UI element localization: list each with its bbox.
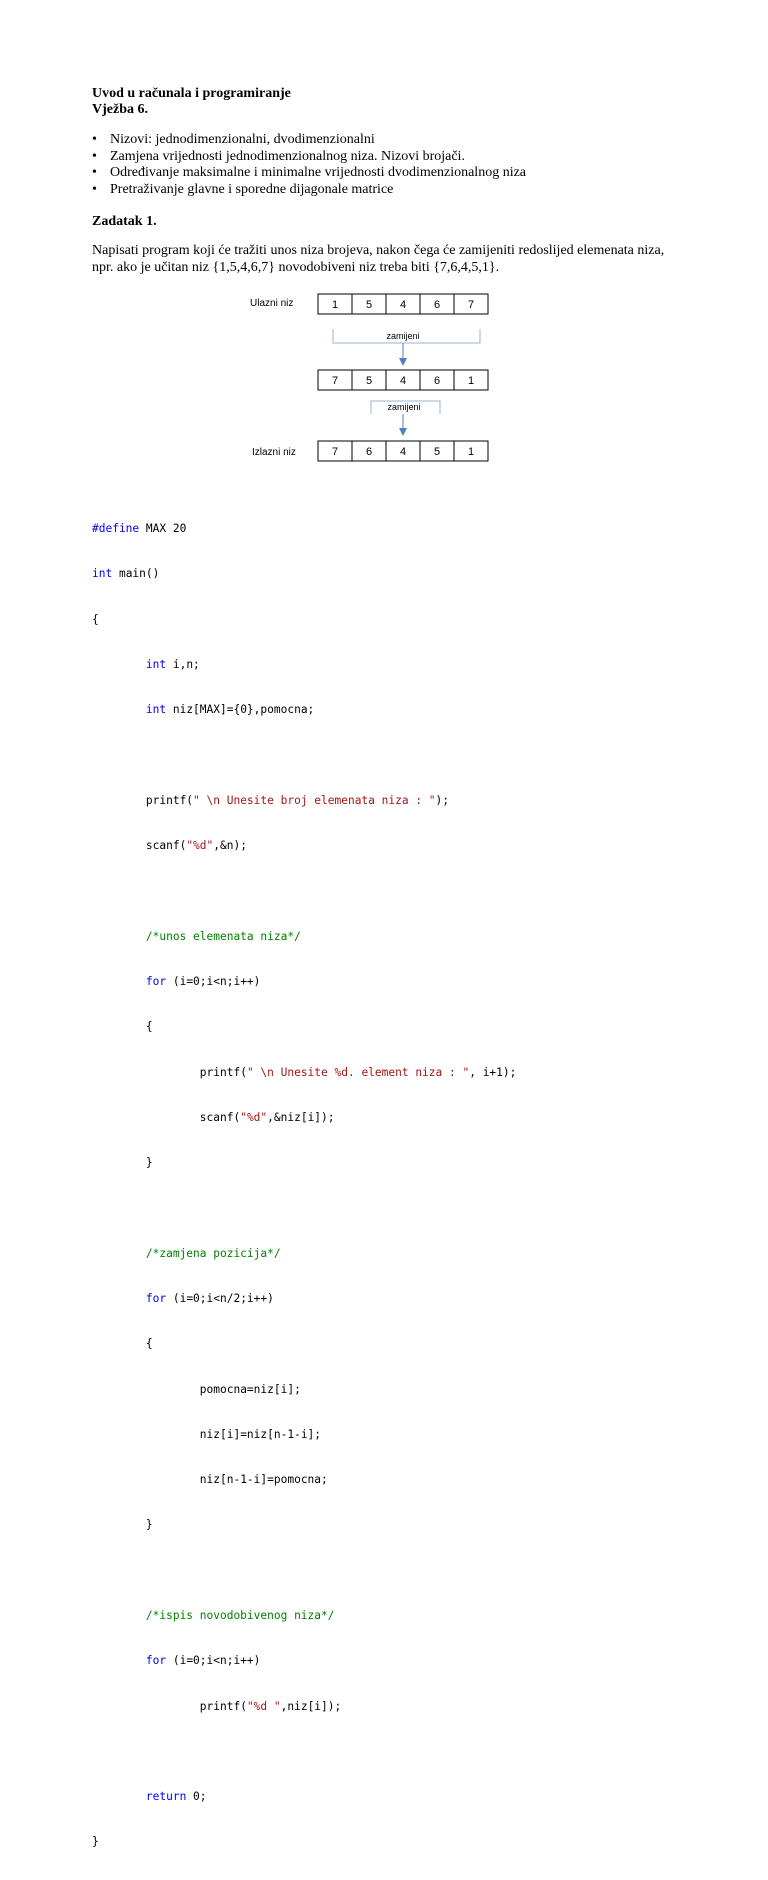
topic-list	[92, 132, 526, 198]
list-item	[92, 132, 526, 149]
code-text: {	[145, 1337, 153, 1351]
code-line	[92, 1472, 516, 1487]
input-array-row	[318, 294, 488, 314]
code-text: );	[435, 793, 450, 807]
array-cell-value: 1	[467, 375, 475, 387]
topic-text: Zamjena vrijednosti jednodimenzionalnog niza. Nizovi brojači.	[110, 148, 465, 164]
code-line	[92, 1789, 516, 1804]
code-text: niz[i]=niz[n-1-i];	[199, 1427, 322, 1441]
code-text: (i=0;i<n;i++)	[166, 1654, 261, 1668]
code-keyword: int	[145, 658, 167, 672]
code-line	[92, 1382, 516, 1397]
code-listing	[92, 491, 516, 1880]
code-line	[92, 1427, 516, 1442]
code-line	[92, 1336, 516, 1351]
code-text: {	[145, 1020, 153, 1034]
code-text: {	[92, 612, 99, 626]
code-line	[92, 929, 516, 944]
code-line	[92, 1246, 516, 1261]
code-line	[92, 1110, 516, 1125]
task-text-line: Napisati program koji će tražiti unos niza brojeva, nakon čega će zamijeniti redoslijed elemenata niza,	[92, 243, 665, 258]
array-cell-value: 5	[365, 299, 373, 311]
course-title: Uvod u računala i programiranje	[92, 86, 291, 101]
code-keyword: int	[145, 703, 167, 717]
task-text-line: npr. ako je učitan niz {1,5,4,6,7} novodobiveni niz treba biti {7,6,4,5,1}.	[92, 259, 500, 275]
code-keyword: int	[92, 567, 113, 581]
list-item	[92, 165, 526, 182]
bullet-icon: •	[92, 148, 97, 164]
bullet-icon: •	[92, 165, 97, 180]
array-cell-value: 7	[467, 299, 475, 311]
array-cell-value: 4	[399, 446, 407, 458]
swapped-array-row	[318, 370, 488, 390]
list-item	[92, 149, 526, 166]
code-line	[92, 883, 516, 898]
code-comment: /*ispis novodobivenog niza*/	[145, 1608, 335, 1622]
task-title: Zadatak 1.	[92, 214, 157, 229]
code-string: "%d"	[186, 839, 214, 853]
code-text: ,&n);	[213, 839, 247, 853]
code-line	[92, 1653, 516, 1668]
array-swap-diagram	[240, 288, 500, 468]
exercise-title: Vježba 6.	[92, 102, 148, 117]
code-line	[92, 1019, 516, 1034]
array-cell-value: 7	[331, 375, 339, 387]
code-text: (i=0;i<n/2;i++)	[166, 1291, 274, 1305]
code-text: printf(	[199, 1065, 247, 1079]
code-text: niz[MAX]={0},pomocna;	[166, 703, 315, 717]
code-text: pomocna=niz[i];	[199, 1382, 301, 1396]
code-line	[92, 1517, 516, 1532]
code-line	[92, 521, 516, 536]
code-line	[92, 1744, 516, 1759]
task-description	[92, 243, 682, 276]
array-cell-value: 5	[365, 375, 373, 387]
swap-label: zamijeni	[387, 402, 421, 412]
array-cell-value: 5	[433, 446, 441, 458]
code-keyword: return	[145, 1790, 187, 1804]
code-line	[92, 702, 516, 717]
array-cell-value: 4	[399, 299, 407, 311]
code-line	[92, 1291, 516, 1306]
code-text: (i=0;i<n;i++)	[166, 975, 261, 988]
code-text: }	[145, 1518, 153, 1532]
code-line	[92, 1563, 516, 1578]
array-cell-value: 1	[331, 299, 339, 311]
code-text: niz[n-1-i]=pomocna;	[199, 1473, 328, 1487]
array-cell-value: 1	[467, 446, 475, 458]
code-line	[92, 974, 516, 989]
code-text: MAX 20	[139, 522, 187, 536]
input-array-label: Ulazni niz	[250, 298, 294, 309]
topic-text: Nizovi: jednodimenzionalni, dvodimenzionalni	[110, 132, 375, 147]
code-line	[92, 612, 516, 627]
code-line	[92, 657, 516, 672]
code-line	[92, 1155, 516, 1170]
code-string: "%d "	[246, 1699, 281, 1713]
code-text: 0;	[186, 1790, 207, 1804]
code-text: , i+1);	[469, 1065, 517, 1079]
output-array-row	[318, 441, 488, 461]
code-text: ,&niz[i]);	[267, 1110, 335, 1124]
code-line	[92, 838, 516, 853]
code-line	[92, 793, 516, 808]
array-cell-value: 7	[331, 446, 339, 458]
code-comment: /*zamjena pozicija*/	[145, 1246, 281, 1260]
code-comment: /*unos elemenata niza*/	[145, 929, 301, 943]
code-line	[92, 748, 516, 763]
code-text: scanf(	[199, 1110, 241, 1124]
array-cell-value: 6	[433, 375, 441, 387]
code-text: i,n;	[166, 658, 200, 672]
code-string: " \n Unesite broj elemenata niza : "	[193, 793, 436, 807]
code-line	[92, 1834, 516, 1849]
code-line	[92, 1699, 516, 1714]
code-text: }	[145, 1156, 153, 1170]
code-keyword: #define	[92, 522, 140, 536]
code-line	[92, 1608, 516, 1623]
code-line	[92, 566, 516, 581]
code-text: printf(	[145, 793, 194, 807]
code-keyword: for	[145, 1291, 167, 1305]
code-keyword: for	[145, 1654, 167, 1668]
topic-text: Određivanje maksimalne i minimalne vrijednosti dvodimenzionalnog niza	[110, 165, 527, 180]
swap-label: zamijeni	[386, 331, 420, 341]
code-text: main()	[112, 567, 160, 581]
list-item	[92, 182, 526, 199]
code-text: }	[92, 1835, 99, 1849]
array-cell-value: 6	[365, 446, 373, 458]
code-text: ,niz[i]);	[280, 1699, 342, 1713]
topic-text: Pretraživanje glavne i sporedne dijagonale matrice	[110, 181, 394, 197]
bullet-icon: •	[92, 132, 97, 147]
bullet-icon: •	[92, 181, 97, 197]
code-line	[92, 1065, 516, 1080]
code-string: "%d"	[240, 1110, 268, 1124]
code-keyword: for	[145, 975, 167, 988]
output-array-label: Izlazni niz	[252, 447, 296, 458]
code-line	[92, 1200, 516, 1215]
code-text: printf(	[199, 1699, 247, 1713]
code-string: " \n Unesite %d. element niza : "	[246, 1065, 470, 1079]
array-cell-value: 6	[433, 299, 441, 311]
array-cell-value: 4	[399, 375, 407, 387]
code-text: scanf(	[145, 839, 187, 853]
